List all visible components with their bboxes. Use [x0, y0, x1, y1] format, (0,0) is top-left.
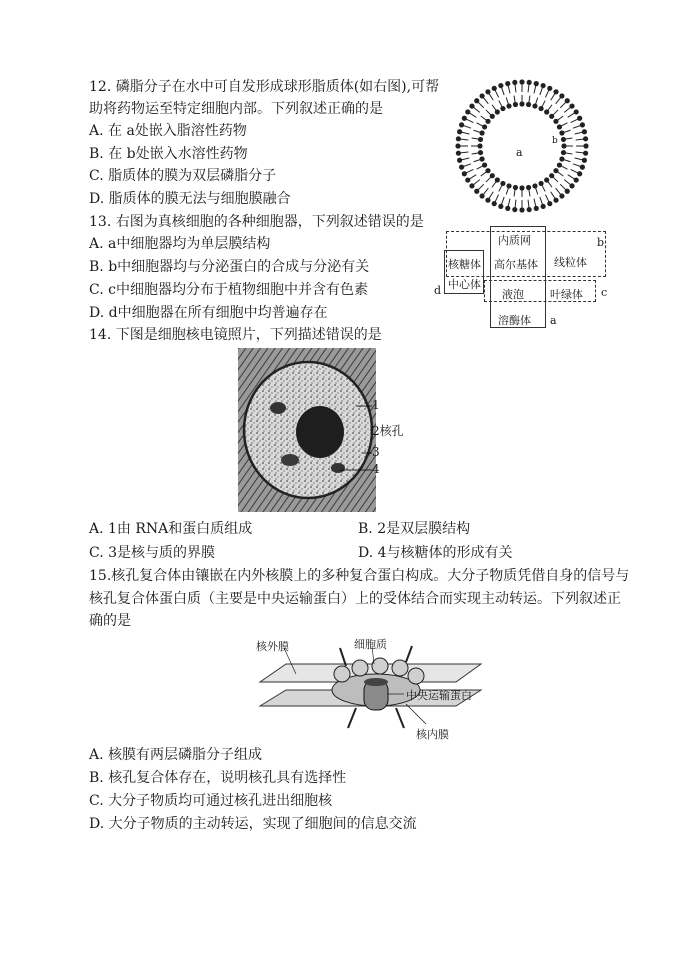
liposome-figure — [448, 78, 596, 216]
q15-option-a: A. 核膜有两层磷脂分子组成 — [89, 747, 263, 763]
q12-option-c: C. 脂质体的膜为双层磷脂分子 — [89, 168, 277, 184]
nucleus-label-3: 3 — [372, 445, 380, 459]
organelle-label-c: c — [601, 286, 608, 299]
pore-label-outer-membrane: 核外膜 — [256, 640, 289, 653]
organelle-label-a: a — [550, 314, 557, 327]
q14-option-d: D. 4与核糖体的形成有关 — [358, 545, 513, 561]
q15-option-c: C. 大分子物质均可通过核孔进出细胞核 — [89, 793, 333, 809]
q14-stem: 14. 下图是细胞核电镜照片，下列描述错误的是 — [89, 327, 382, 343]
liposome-label-a: a — [516, 146, 523, 159]
liposome-label-b: b — [552, 136, 558, 146]
organelle-golgi: 高尔基体 — [494, 258, 538, 271]
q12-stem-line1: 12. 磷脂分子在水中可自发形成球形脂质体(如右图),可帮 — [89, 79, 440, 95]
nucleus-label-2-pore: 2核孔 — [372, 424, 404, 438]
q12-option-d: D. 脂质体的膜无法与细胞膜融合 — [89, 191, 291, 207]
q15-stem-line3: 确的是 — [89, 613, 131, 629]
q15-option-b: B. 核孔复合体存在，说明核孔具有选择性 — [89, 770, 347, 786]
q15-stem-line1: 15.核孔复合体由镶嵌在内外核膜上的多种复合蛋白构成。大分子物质凭借自身的信号与 — [89, 568, 630, 584]
q15-stem-line2: 核孔复合体蛋白质（主要是中央运输蛋白）上的受体结合而实现主动转运。下列叙述正 — [89, 591, 621, 607]
q14-option-c: C. 3是核与质的界膜 — [89, 545, 216, 561]
pore-label-inner-membrane: 核内膜 — [416, 728, 449, 741]
organelle-lysosome: 溶酶体 — [498, 314, 531, 327]
organelle-vacuole: 液泡 — [502, 288, 524, 301]
organelle-label-b: b — [597, 236, 605, 249]
organelle-centriole: 中心体 — [448, 278, 481, 291]
q12-option-b: B. 在 b处嵌入水溶性药物 — [89, 146, 248, 162]
q13-option-d: D. d中细胞器在所有细胞中均普遍存在 — [89, 305, 328, 321]
nucleus-em-figure — [238, 348, 420, 512]
organelle-er: 内质网 — [498, 234, 531, 247]
q14-option-b: B. 2是双层膜结构 — [358, 521, 471, 537]
nuclear-pore-figure — [256, 634, 484, 744]
q12-stem-line2: 助将药物运至特定细胞内部。下列叙述正确的是 — [89, 101, 383, 117]
pore-label-central-transporter: 中央运输蛋白 — [406, 689, 472, 702]
q14-option-a: A. 1由 RNA和蛋白质组成 — [89, 521, 253, 537]
organelle-ribosome: 核糖体 — [448, 258, 481, 271]
organelle-chloroplast: 叶绿体 — [550, 288, 583, 301]
q13-option-c: C. c中细胞器均分布于植物细胞中并含有色素 — [89, 282, 368, 298]
q12-option-a: A. 在 a处嵌入脂溶性药物 — [89, 123, 247, 139]
q13-option-a: A. a中细胞器均为单层膜结构 — [89, 236, 271, 252]
organelle-figure — [430, 224, 610, 332]
q13-stem: 13. 右图为真核细胞的各种细胞器，下列叙述错误的是 — [89, 214, 424, 230]
nucleus-label-4: 4 — [372, 462, 380, 476]
q13-option-b: B. b中细胞器均与分泌蛋白的合成与分泌有关 — [89, 259, 370, 275]
organelle-mitochondria: 线粒体 — [554, 256, 587, 269]
nucleus-label-1: 1 — [372, 398, 380, 412]
pore-label-cytoplasm: 细胞质 — [354, 638, 387, 651]
q15-option-d: D. 大分子物质的主动转运，实现了细胞间的信息交流 — [89, 816, 417, 832]
organelle-label-d: d — [434, 284, 442, 297]
